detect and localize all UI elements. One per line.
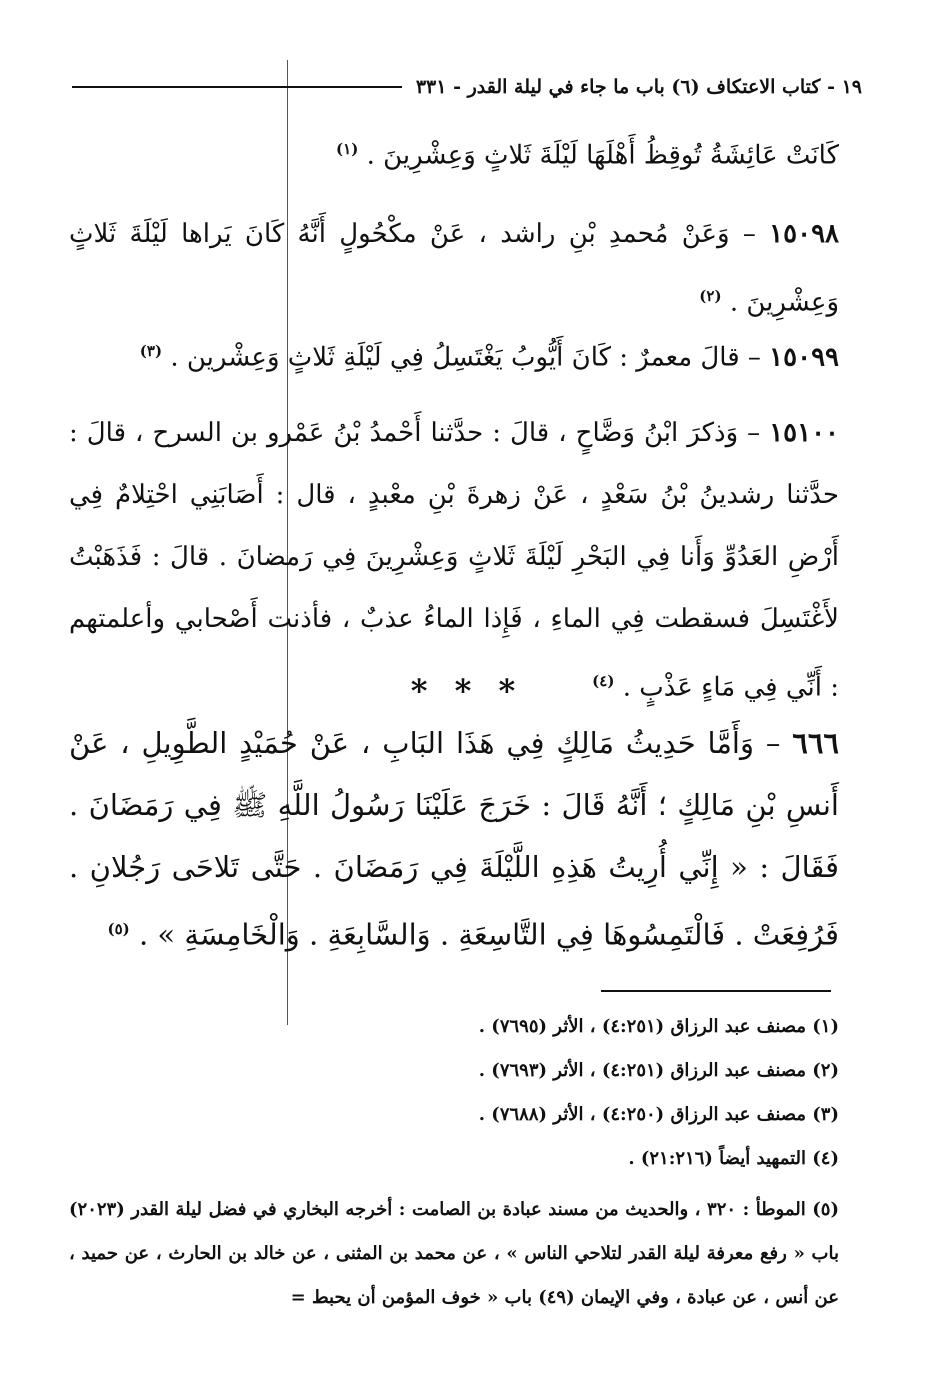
footnote-ref: (٢) <box>699 287 722 305</box>
paragraph-15099 <box>69 342 839 373</box>
footnote-2: (٢) مصنف عبد الرزاق (٤:٢٥١) ، الأثر (٧٦٩٣) . <box>478 1060 839 1081</box>
paragraph-text: – وَعَنْ مُحمدِ بْنِ راشد ، عَنْ مكْحُولٍ أَنَّهُ كَانَ يَراها لَيْلَةَ ثَلاثٍ وَعِشْرِينَ . <box>69 219 839 318</box>
hadith-text: – وَأَمَّا حَدِيثُ مَالِكٍ فِي هَذَا البَابِ ، عَنْ حُمَيْدٍ الطَّوِيلِ ، عَنْ أَنسِ بْنِ مَالِكٍ ؛ أَنَّهُ قَالَ : خَرَجَ عَلَيْنَا رَسُولُ اللَّهِ ﷺ فِي رَمَضَانَ . فَقَالَ : « إِنِّي أُرِيتُ هَذِهِ اللَّيْلَةَ فِي رَمَضَانَ . حَتَّى تَلاحَى رَجُلانِ . فَرُفِعَتْ . فَالْتَمِسُوهَا فِي التَّاسِعَةِ . وَالسَّابِعَةِ . وَالْخَامِسَةِ » . <box>69 726 839 952</box>
footnote-ref: (١) <box>336 140 359 158</box>
footnote-1: (١) مصنف عبد الرزاق (٤:٢٥١) ، الأثر (٧٦٩٥) . <box>478 1016 839 1037</box>
hadith-number: ٦٦٦ <box>792 726 839 760</box>
running-header <box>72 76 862 98</box>
paragraph-text: – قالَ معمرٌ : كَانَ أَيُّوبُ يَغْتَسِلُ فِي لَيْلَةِ ثَلاثٍ وَعِشْرين . <box>170 342 761 373</box>
paragraph-number: ١٥٠٩٩ <box>769 342 839 373</box>
paragraph-continuation <box>69 140 839 171</box>
footnote-5: (٥) الموطأ : ٣٢٠ ، والحديث من مسند عبادة بن الصامت : أخرجه البخاري في فضل ليلة القدر (٢٠٢٣) باب « رفع معرفة ليلة القدر لتلاحي الناس » ، عن محمد بن المثنى ، عن خالد بن الحارث ، عن حميد ، عن أنس ، عن عبادة ، وفي الإيمان (٤٩) باب « خوف المؤمن أن يحبط = <box>69 1199 839 1308</box>
footnotes <box>69 1012 839 1308</box>
paragraph-number: ١٥٠٩٨ <box>769 219 839 249</box>
paragraph-text: كَانَتْ عَائِشَةُ تُوقِظُ أَهْلَهَا لَيْلَةَ ثَلاثٍ وَعِشْرِينَ . <box>366 140 839 171</box>
footnote-3: (٣) مصنف عبد الرزاق (٤:٢٥٠) ، الأثر (٧٦٨٨) . <box>478 1104 839 1125</box>
paragraph-text: – وَذكرَ ابْنُ وَضَّاحٍ ، قالَ : حدَّثنا أَحْمدُ بْنُ عَمْرو بن السرح ، قالَ : حدَّثنا رشدينُ بْنُ سَعْدٍ ، عَنْ زهرةَ بْنِ معْبدٍ ، قال : أَصَابَنِي احْتِلامٌ فِي أَرْضِ العَدُوِّ وَأَنا فِي البَحْرِ لَيْلَةَ ثَلاثٍ وَعِشْرِينَ فِي رَمضانَ . قالَ : فَذَهَبْتُ لأَغْتَسِلَ فسقطت فِي الماءِ ، فَإِذا الماءُ عذبٌ ، فأذنت أَصْحابي وأعلمتهم : أَنِّي فِي مَاءٍ عَذْبٍ . <box>69 418 839 703</box>
hadith-666 <box>69 712 839 966</box>
paragraph-15098 <box>69 203 839 334</box>
footnote-ref: (٣) <box>139 342 163 360</box>
footnote-ref: (٥) <box>107 920 130 938</box>
header-rule <box>72 86 402 88</box>
footnote-4: (٤) التمهيد أيضاً (٢١:٢١٦) . <box>628 1148 839 1169</box>
section-separator: * * * <box>410 672 524 710</box>
footnote-ref: (٤) <box>592 672 615 690</box>
footnote-rule <box>601 990 831 992</box>
running-header-title: ١٩ - كتاب الاعتكاف (٦) باب ما جاء في ليلة القدر - ٣٣١ <box>415 76 862 98</box>
paragraph-number: ١٥١٠٠ <box>769 418 840 448</box>
